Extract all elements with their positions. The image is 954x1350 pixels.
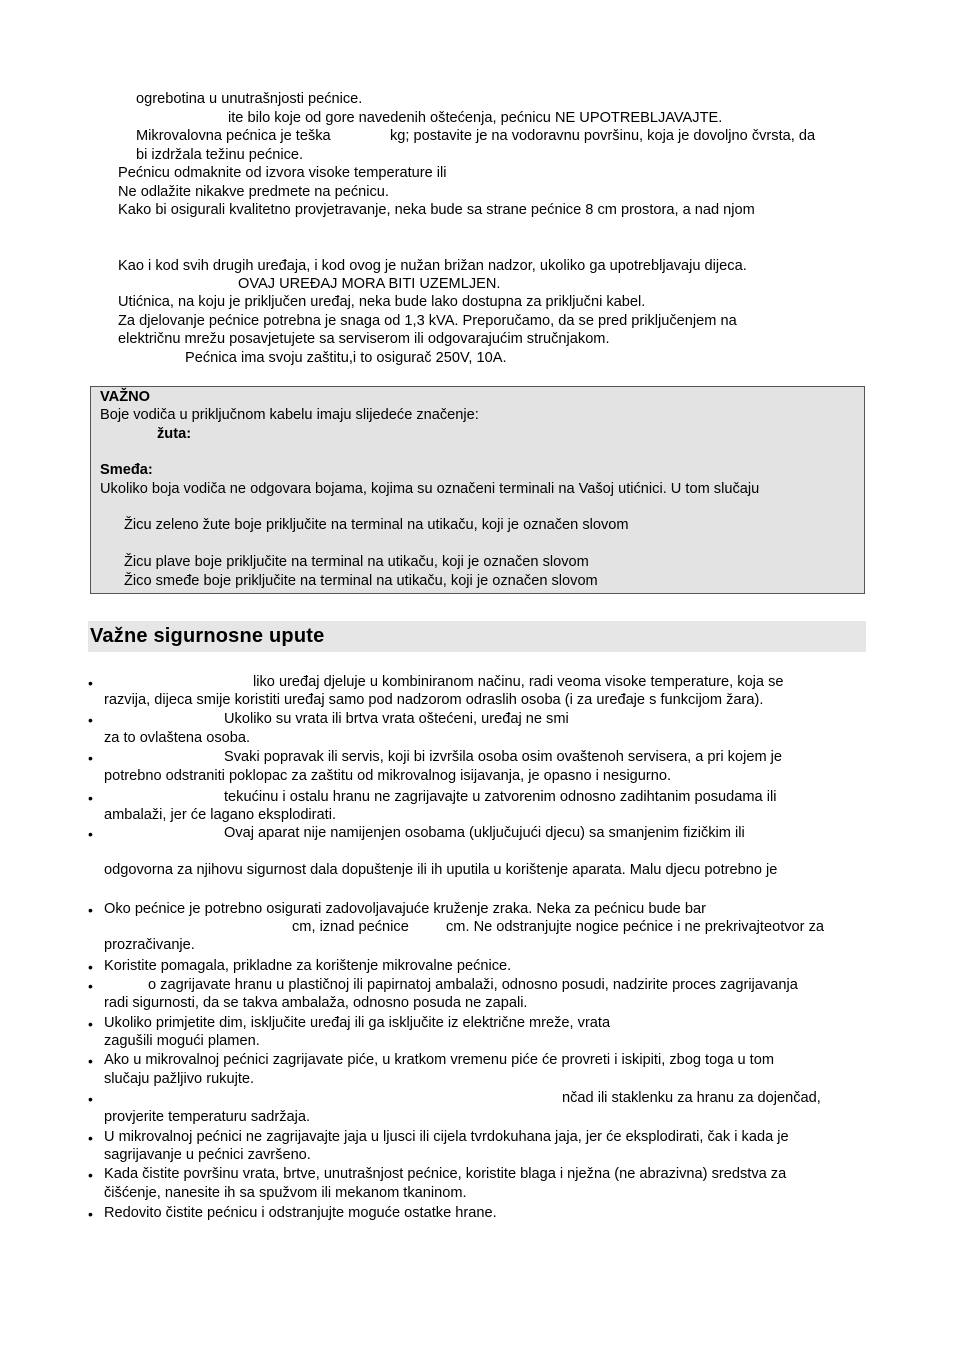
important-line: Boje vodiča u priključnom kabelu imaju slijedeće značenje: xyxy=(100,407,479,423)
wire-color-yellow: žuta: xyxy=(157,426,192,442)
list-item: slučaju pažljivo rukujte. xyxy=(104,1071,255,1087)
intro-line: Pećnica ima svoju zaštitu,i to osigurač 250V, 10A. xyxy=(185,350,507,366)
list-item: radi sigurnosti, da se takva ambalaža, odnosno posuda ne zapali. xyxy=(104,995,528,1011)
bullet-icon: • xyxy=(88,1053,93,1069)
bullet-icon: • xyxy=(88,675,93,691)
list-item: provjerite temperaturu sadržaja. xyxy=(104,1109,311,1125)
bullet-icon: • xyxy=(88,902,93,918)
list-item: U mikrovalnoj pećnici ne zagrijavajte jaja u ljusci ili cijela tvrdokuhana jaja, jer će eksplodirati, čak i kada je xyxy=(104,1129,789,1145)
intro-line: Utićnica, na koju je priključen uređaj, neka bude lako dostupna za priključni kabel. xyxy=(118,294,646,310)
intro-line: ite bilo koje od gore navedenih oštećenja, pećnicu NE UPOTREBLJAVAJTE. xyxy=(228,110,723,126)
wire-color-brown: Smeđa: xyxy=(100,462,153,478)
list-item: zagušili mogući plamen. xyxy=(104,1033,260,1049)
list-item: razvija, dijeca smije koristiti uređaj samo pod nadzorom odraslih osoba (i za uređaje s funkcijom žara). xyxy=(104,692,764,708)
list-item: sagrijavanje u pećnici završeno. xyxy=(104,1147,311,1163)
bullet-icon: • xyxy=(88,1130,93,1146)
list-item: tekućinu i ostalu hranu ne zagrijavajte u zatvorenim odnosno zadihtanim posudama ili xyxy=(224,789,777,805)
bullet-icon: • xyxy=(88,1167,93,1183)
list-item: odgovorna za njihovu sigurnost dala dopuštenje ili ih uputila u korištenje aparata. Malu djecu potrebno je xyxy=(104,862,778,878)
grounding-warning: OVAJ UREĐAJ MORA BITI UZEMLJEN. xyxy=(238,276,501,292)
list-item: liko uređaj djeluje u kombiniranom načinu, radi veoma visoke temperature, koja se xyxy=(253,674,784,690)
intro-line: kg; postavite je na vodoravnu površinu, koja je dovoljno čvrsta, da xyxy=(390,128,816,144)
list-item: o zagrijavate hranu u plastičnoj ili papirnatoj ambalaži, odnosno posudi, nadzirite proces zagrijavanja xyxy=(148,977,798,993)
bullet-icon: • xyxy=(88,790,93,806)
list-item: Svaki popravak ili servis, koji bi izvršila osoba osim ovaštenoh servisera, a pri kojem je xyxy=(224,749,783,765)
intro-line: Pećnicu odmaknite od izvora visoke temperature ili xyxy=(118,165,447,181)
important-line: Žicu plave boje priključite na terminal na utikaču, koji je označen slovom xyxy=(124,554,589,570)
list-item: Redovito čistite pećnicu i odstranjujte moguće ostatke hrane. xyxy=(104,1205,497,1221)
list-item: Oko pećnice je potrebno osigurati zadovoljavajuće kruženje zraka. Neka za pećnicu bude bar xyxy=(104,901,706,917)
list-item: Koristite pomagala, prikladne za korištenje mikrovalne pećnice. xyxy=(104,958,512,974)
list-item: Ukoliko su vrata ili brtva vrata oštećeni, uređaj ne smi xyxy=(224,711,569,727)
intro-line: bi izdržala težinu pećnice. xyxy=(136,147,304,163)
list-item: Kada čistite površinu vrata, brtve, unutrašnjost pećnice, koristite blaga i nježna (ne abrazivna) sredstva za xyxy=(104,1166,787,1182)
section-title: Važne sigurnosne upute xyxy=(90,625,325,647)
list-item: cm, iznad pećnice xyxy=(292,919,409,935)
list-item: Ovaj aparat nije namijenjen osobama (uključujući djecu) sa smanjenim fizičkim ili xyxy=(224,825,745,841)
list-item: nčad ili staklenku za hranu za dojenčad, xyxy=(562,1090,821,1106)
bullet-icon: • xyxy=(88,959,93,975)
important-line: Ukoliko boja vodiča ne odgovara bojama, kojima su označeni terminali na Vašoj utićnici. U tom slučaju xyxy=(100,481,760,497)
bullet-icon: • xyxy=(88,826,93,842)
bullet-icon: • xyxy=(88,1206,93,1222)
bullet-icon: • xyxy=(88,1016,93,1032)
bullet-icon: • xyxy=(88,978,93,994)
intro-line: Mikrovalovna pećnica je teška xyxy=(136,128,331,144)
intro-line: električnu mrežu posavjetujete sa serviserom ili odgovarajućim stručnjakom. xyxy=(118,331,610,347)
list-item: cm. Ne odstranjujte nogice pećnice i ne prekrivajteotvor za xyxy=(446,919,825,935)
important-line: Žico smeđe boje priključite na terminal na utikaču, koji je označen slovom xyxy=(124,573,598,589)
intro-line: ogrebotina u unutrašnjosti pećnice. xyxy=(136,91,363,107)
intro-line: Ne odlažite nikakve predmete na pećnicu. xyxy=(118,184,389,200)
list-item: ambalaži, jer će lagano eksplodirati. xyxy=(104,807,337,823)
intro-line: Kako bi osigurali kvalitetno provjetravanje, neka bude sa strane pećnice 8 cm prostora, a nad njom xyxy=(118,202,755,218)
list-item: Ako u mikrovalnoj pećnici zagrijavate piće, u kratkom vremenu piće će provreti i iskipiti, zbog toga u tom xyxy=(104,1052,774,1068)
intro-line: Kao i kod svih drugih uređaja, i kod ovog je nužan brižan nadzor, ukoliko ga upotrebljavaju dijeca. xyxy=(118,258,747,274)
list-item: čišćenje, nanesite ih sa spužvom ili mekanom tkaninom. xyxy=(104,1185,467,1201)
list-item: Ukoliko primjetite dim, isključite uređaj ili ga isključite iz električne mreže, vrata xyxy=(104,1015,611,1031)
intro-line: Za djelovanje pećnice potrebna je snaga od 1,3 kVA. Preporučamo, da se pred priključenjem na xyxy=(118,313,737,329)
list-item: potrebno odstraniti poklopac za zaštitu od mikrovalnog isijavanja, je opasno i nesigurno. xyxy=(104,768,672,784)
bullet-icon: • xyxy=(88,712,93,728)
list-item: za to ovlaštena osoba. xyxy=(104,730,251,746)
important-title: VAŽNO xyxy=(100,389,150,405)
list-item: prozračivanje. xyxy=(104,937,195,953)
important-line: Žicu zeleno žute boje priključite na terminal na utikaču, koji je označen slovom xyxy=(124,517,629,533)
bullet-icon: • xyxy=(88,750,93,766)
bullet-icon: • xyxy=(88,1091,93,1107)
